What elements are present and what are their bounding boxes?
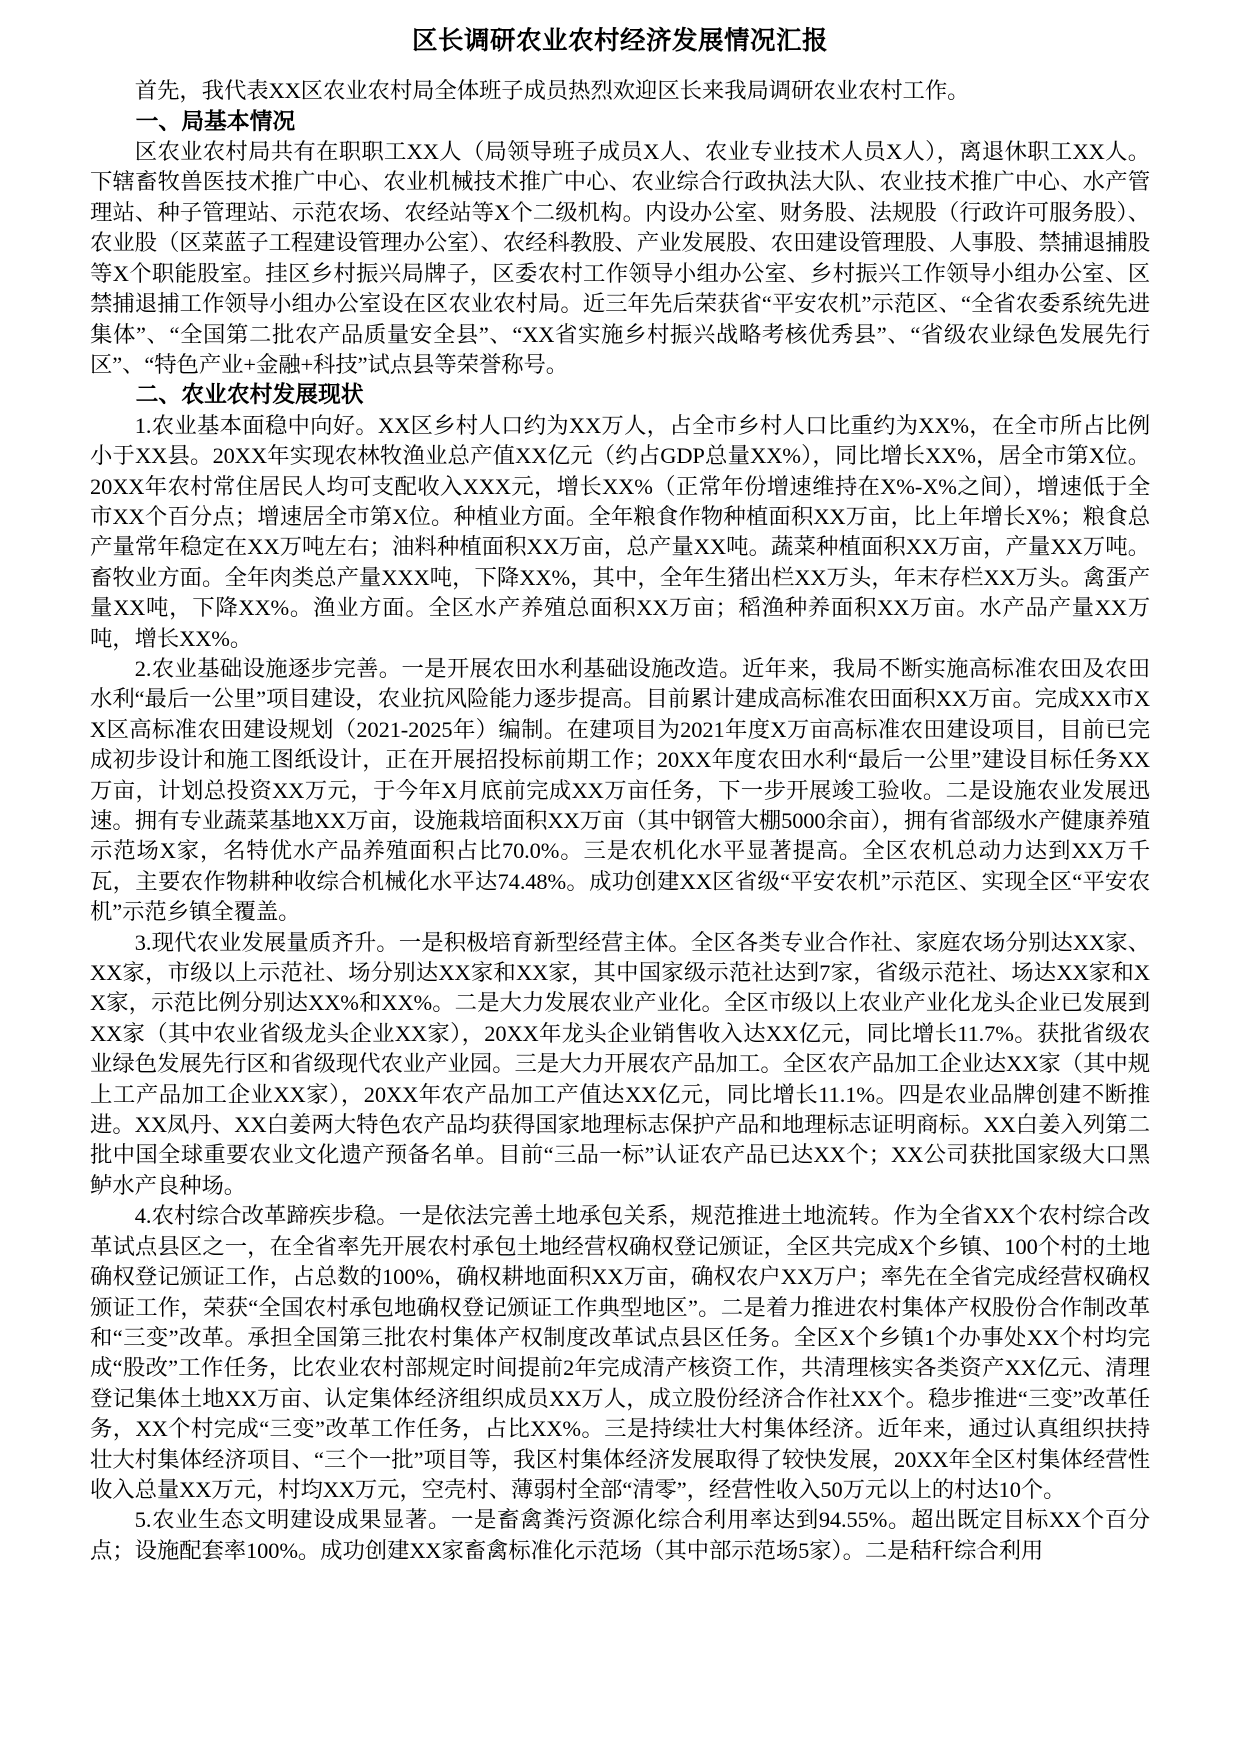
intro-paragraph: 首先，我代表XX区农业农村局全体班子成员热烈欢迎区长来我局调研农业农村工作。 — [134, 78, 970, 104]
section-2-paragraph-5: 5.农业生态文明建设成果显著。一是畜禽粪污资源化综合利用率达到94.55%。超出既定目标XX个百分点；设施配套率100%。成功创建XX家畜禽标准化示范场（其中部示范场5家）。二是秸秆综合利用 — [90, 1507, 1150, 1563]
section-2-paragraph-3: 3.现代农业发展量质齐升。一是积极培育新型经营主体。全区各类专业合作社、家庭农场分别达XX家、XX家，市级以上示范社、场分别达XX家和XX家，其中国家级示范社达到7家，省级示范社、场达XX家和XX家，示范比例分别达XX%和XX%。二是大力发展农业产业化。全区市级以上农业产业化龙头企业已发展到XX家（其中农业省级龙头企业XX家），20XX年龙头企业销售收入达XX亿元，同比增长11.7%。获批省级农业绿色发展先行区和省级现代农业产业园。三是大力开展农产品加工。全区农产品加工企业达XX家（其中规上工产品加工企业XX家），20XX年农产品加工产值达XX亿元，同比增长11.1%。四是农业品牌创建不断推进。XX凤丹、XX白姜两大特色农产品均获得国家地理标志保护产品和地理标志证明商标。XX白姜入列第二批中国全球重要农业文化遗产预备名单。目前“三品一标”认证农产品已达XX个；XX公司获批国家级大口黑鲈水产良种场。 — [90, 929, 1150, 1198]
section-2-paragraph-4: 4.农村综合改革蹄疾步稳。一是依法完善土地承包关系，规范推进土地流转。作为全省XX个农村综合改革试点县区之一，在全省率先开展农村承包土地经营权确权登记颁证，全区共完成X个乡镇、100个村的土地确权登记颁证工作，占总数的100%，确权耕地面积XX万亩，确权农户XX万户；率先在全省完成经营权确权颁证工作，荣获“全国农村承包地确权登记颁证工作典型地区”。二是着力推进农村集体产权股份合作制改革和“三变”改革。承担全国第三批农村集体产权制度改革试点县区任务。全区X个乡镇1个办事处XX个村均完成“股改”工作任务，比农业农村部规定时间提前2年完成清产核资工作，共清理核实各类资产XX亿元、清理登记集体土地XX万亩、认定集体经济组织成员XX万人，成立股份经济合作社XX个。稳步推进“三变”改革任务，XX个村完成“三变”改革工作任务，占比XX%。三是持续壮大村集体经济。近年来，通过认真组织扶持壮大村集体经济项目、“三个一批”项目等，我区村集体经济发展取得了较快发展，20XX年全区村集体经营性收入总量XX万元，村均XX万元，空壳村、薄弱村全部“清零”，经营性收入50万元以上的村达10个。 — [90, 1203, 1150, 1502]
page-title: 区长调研农业农村经济发展情况汇报 — [411, 26, 828, 55]
section-2-paragraph-2: 2.农业基础设施逐步完善。一是开展农田水利基础设施改造。近年来，我局不断实施高标准农田及农田水利“最后一公里”项目建设，农业抗风险能力逐步提高。目前累计建成高标准农田面积XX万亩。完成XX市XX区高标准农田建设规划（2021-2025年）编制。在建项目为2021年度X万亩高标准农田建设项目，目前已完成初步设计和施工图纸设计，正在开展招投标前期工作；20XX年度农田水利“最后一公里”建设目标任务XX万亩，计划总投资XX万元，于今年X月底前完成XX万亩任务，下一步开展竣工验收。二是设施农业发展迅速。拥有专业蔬菜基地XX万亩，设施栽培面积XX万亩（其中钢管大棚5000余亩），拥有省部级水产健康养殖示范场X家，名特优水产品养殖面积占比70.0%。三是农机化水平显著提高。全区农机总动力达到XX万千瓦，主要农作物耕种收综合机械化水平达74.48%。成功创建XX区省级“平安农机”示范区、实现全区“平安农机”示范乡镇全覆盖。 — [90, 655, 1150, 925]
section-2-paragraph-1: 1.农业基本面稳中向好。XX区乡村人口约为XX万人，占全市乡村人口比重约为XX%，在全市所占比例小于XX县。20XX年实现农林牧渔业总产值XX亿元（约占GDP总量XX%），同比增长XX%，居全市第X位。20XX年农村常住居民人均可支配收入XXX元，增长XX%（正常年份增速维持在X%-X%之间），增速低于全市XX个百分点；增速居全市第X位。种植业方面。全年粮食作物种植面积XX万亩，比上年增长X%；粮食总产量常年稳定在XX万吨左右；油料种植面积XX万亩，总产量XX吨。蔬菜种植面积XX万亩，产量XX万吨。畜牧业方面。全年肉类总产量XXX吨，下降XX%，其中，全年生猪出栏XX万头，年末存栏XX万头。禽蛋产量XX吨，下降XX%。渔业方面。全区水产养殖总面积XX万亩；稻渔种养面积XX万亩。水产品产量XX万吨，增长XX%。 — [90, 412, 1150, 651]
section-1-paragraph-1: 区农业农村局共有在职职工XX人（局领导班子成员X人、农业专业技术人员X人），离退休职工XX人。下辖畜牧兽医技术推广中心、农业机械技术推广中心、农业综合行政执法大队、农业技术推广中心、水产管理站、种子管理站、示范农场、农经站等X个二级机构。内设办公室、财务股、法规股（行政许可服务股）、农业股（区菜蓝子工程建设管理办公室）、农经科教股、产业发展股、农田建设管理股、人事股、禁捕退捕股等X个职能股室。挂区乡村振兴局牌子，区委农村工作领导小组办公室、乡村振兴工作领导小组办公室、区禁捕退捕工作领导小组办公室设在区农业农村局。近三年先后荣获省“平安农机”示范区、“全省农委系统先进集体”、“全国第二批农产品质量安全县”、“XX省实施乡村振兴战略考核优秀县”、“省级农业绿色发展先行区”、“特色产业+金融+科技”试点县等荣誉称号。 — [90, 139, 1150, 377]
section-heading-2: 二、农业农村发展现状 — [135, 382, 364, 408]
section-heading-1: 一、局基本情况 — [135, 108, 296, 134]
